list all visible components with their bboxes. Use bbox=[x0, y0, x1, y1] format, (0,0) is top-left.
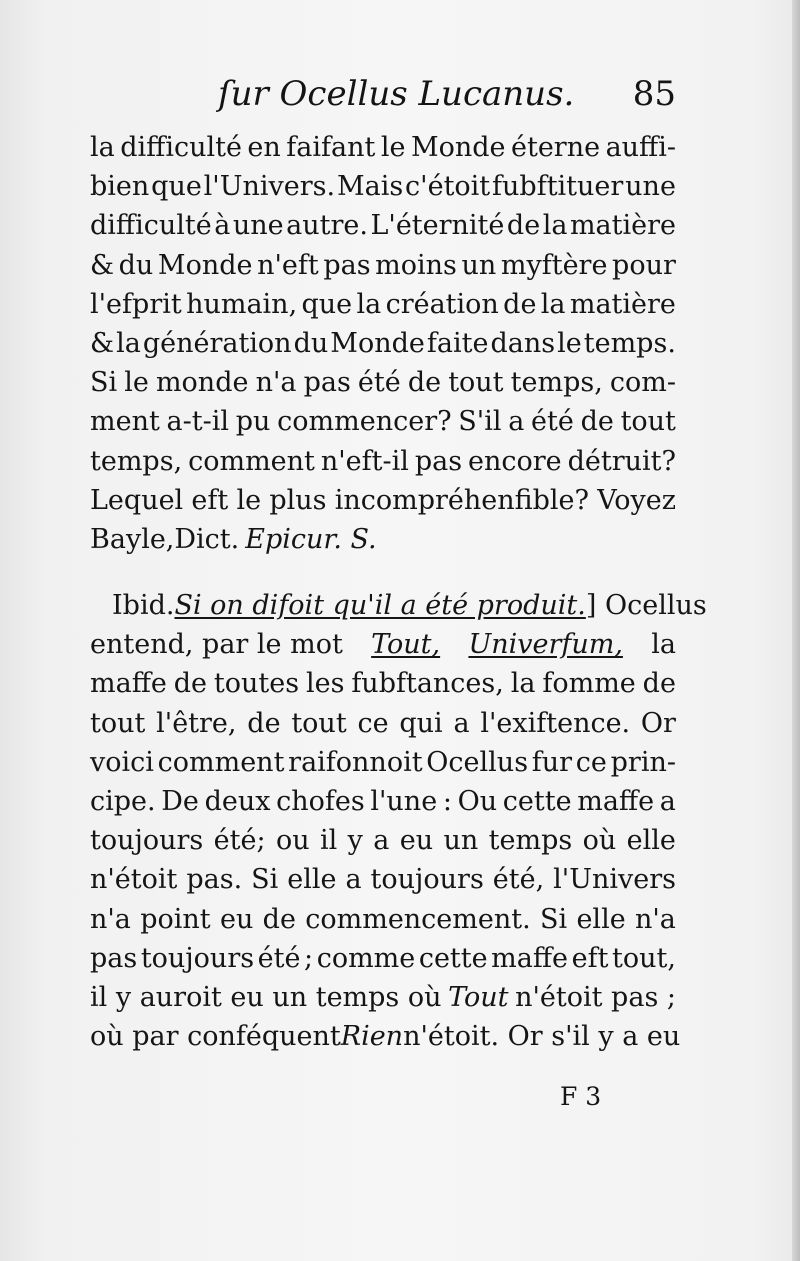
word: n'eft bbox=[257, 249, 319, 281]
word: une bbox=[625, 171, 676, 203]
word: détruit? bbox=[567, 445, 676, 477]
term-italic: Univerfum, bbox=[468, 629, 623, 661]
word: pas bbox=[90, 942, 138, 974]
word: en bbox=[247, 132, 281, 163]
word: comment bbox=[188, 445, 315, 477]
word: du bbox=[293, 327, 329, 359]
text-segment: Dict. bbox=[174, 523, 240, 555]
word: monde bbox=[155, 367, 249, 399]
running-title: ſur Ocellus Lucanus. bbox=[218, 74, 575, 114]
word: le bbox=[557, 327, 582, 359]
text-line bbox=[90, 442, 676, 481]
word: commencer? bbox=[277, 406, 452, 438]
word: de bbox=[506, 210, 541, 242]
text-line bbox=[90, 900, 676, 939]
word: la bbox=[356, 288, 382, 320]
word: eft bbox=[191, 484, 229, 516]
word: n'eft-il bbox=[320, 445, 409, 477]
word: matière bbox=[569, 210, 676, 242]
word: du bbox=[118, 249, 154, 281]
word: a bbox=[373, 825, 390, 857]
term-italic: Rien bbox=[340, 1021, 404, 1053]
word: toujours bbox=[370, 864, 484, 896]
word: dans bbox=[490, 327, 556, 359]
word: il bbox=[319, 825, 338, 857]
page-header bbox=[90, 72, 676, 124]
word: Monde bbox=[157, 249, 253, 281]
signature-mark: F 3 bbox=[560, 1082, 602, 1111]
word: ; bbox=[304, 942, 314, 974]
word: pour bbox=[612, 249, 676, 281]
term-italic: Tout, bbox=[371, 629, 441, 661]
word: pas. bbox=[186, 864, 243, 896]
word: eft bbox=[571, 942, 609, 974]
word: a-t-il bbox=[166, 406, 230, 438]
text-line bbox=[90, 285, 676, 324]
text-line bbox=[90, 782, 676, 821]
reference-italic: Epicur. S. bbox=[245, 523, 377, 555]
word: pas bbox=[414, 445, 463, 477]
word: tout, bbox=[612, 942, 676, 974]
word: n'a bbox=[635, 903, 676, 935]
word: Si bbox=[90, 367, 118, 399]
word: Lequel bbox=[90, 484, 184, 516]
word: auffi- bbox=[605, 132, 676, 163]
word: comment bbox=[157, 746, 285, 778]
word: temps, bbox=[510, 367, 603, 399]
word: faite bbox=[426, 327, 489, 359]
text-line bbox=[90, 128, 676, 167]
term-italic: Tout bbox=[448, 981, 509, 1013]
word: L'éternité bbox=[370, 210, 505, 242]
word: S'il bbox=[458, 406, 502, 438]
word: fubftances, bbox=[351, 668, 504, 700]
word: eu bbox=[399, 825, 434, 857]
text-line bbox=[90, 1017, 681, 1056]
word: l'efprit bbox=[90, 288, 182, 320]
word: l'une bbox=[370, 786, 438, 817]
paragraph-2 bbox=[90, 664, 676, 978]
word: la bbox=[510, 668, 536, 700]
word: tout bbox=[90, 707, 146, 739]
word: pas bbox=[303, 367, 351, 399]
word: point bbox=[140, 903, 211, 935]
word: commencement. bbox=[305, 903, 531, 935]
paragraph-gap bbox=[90, 559, 676, 586]
word: fubftituer bbox=[492, 171, 624, 203]
word: le bbox=[380, 132, 406, 163]
text-line bbox=[90, 821, 676, 860]
word: toutes bbox=[213, 668, 300, 700]
word: matière bbox=[569, 288, 676, 320]
word: & bbox=[90, 249, 115, 281]
word: cette bbox=[502, 786, 572, 817]
word: deux bbox=[204, 786, 271, 817]
word: temps, bbox=[90, 445, 183, 477]
text-line bbox=[90, 520, 676, 559]
word: ce bbox=[575, 746, 607, 778]
word: n'étoit bbox=[90, 864, 178, 896]
body-text bbox=[90, 128, 707, 1056]
word: l'exiftence. bbox=[480, 707, 631, 739]
text-line bbox=[90, 664, 676, 703]
word: Voyez bbox=[597, 484, 676, 516]
word: a bbox=[659, 786, 676, 817]
word: com- bbox=[609, 367, 676, 399]
text-line bbox=[90, 939, 676, 978]
word: de bbox=[503, 288, 537, 320]
text-line bbox=[90, 860, 676, 899]
text-line bbox=[90, 586, 707, 625]
word: de bbox=[580, 406, 614, 438]
word: Ou bbox=[457, 786, 498, 817]
word: De bbox=[161, 786, 199, 817]
text-line bbox=[90, 363, 676, 402]
word: la bbox=[116, 327, 141, 359]
word: prin- bbox=[610, 746, 676, 778]
word: tout bbox=[620, 406, 676, 438]
word: toujours bbox=[90, 825, 204, 857]
word: ment bbox=[90, 406, 160, 438]
word: eu bbox=[219, 903, 254, 935]
text-line bbox=[90, 978, 676, 1017]
word: génération bbox=[142, 327, 292, 359]
word: maffe bbox=[90, 668, 167, 700]
text-line bbox=[90, 625, 676, 664]
word: bien bbox=[90, 171, 150, 203]
word: de bbox=[407, 367, 442, 399]
word: elle bbox=[626, 825, 676, 857]
word: faifant bbox=[286, 132, 376, 163]
text-line bbox=[90, 246, 676, 285]
word: fur bbox=[531, 746, 573, 778]
word: été, bbox=[492, 864, 545, 896]
text-segment: où par conféquent bbox=[90, 1021, 341, 1053]
word: cette bbox=[418, 942, 488, 974]
text-line bbox=[90, 167, 676, 206]
word: temps. bbox=[583, 327, 676, 359]
text-line bbox=[90, 743, 676, 782]
text-segment: la bbox=[651, 629, 676, 661]
word: la bbox=[542, 210, 568, 242]
word: : bbox=[442, 786, 452, 817]
word: Or bbox=[640, 707, 676, 739]
word: été bbox=[531, 406, 574, 438]
word: le bbox=[236, 484, 262, 516]
word: où bbox=[582, 825, 617, 857]
word: qui bbox=[399, 707, 443, 739]
word: toujours bbox=[140, 942, 255, 974]
word: le bbox=[124, 367, 149, 399]
text-line bbox=[90, 206, 676, 245]
word: la bbox=[90, 132, 115, 163]
quoted-lemma: Si on difoit qu'il a été produit. bbox=[174, 590, 586, 622]
word: encore bbox=[468, 445, 562, 477]
word: été bbox=[257, 942, 301, 974]
word: n'a bbox=[255, 367, 297, 399]
word: de bbox=[262, 903, 296, 935]
word: un bbox=[461, 249, 497, 281]
word: ce bbox=[357, 707, 389, 739]
word: n'a bbox=[90, 903, 131, 935]
word: voici bbox=[90, 746, 154, 778]
word: incompréhenfible? bbox=[334, 484, 590, 516]
word: ou bbox=[275, 825, 310, 857]
word: Monde bbox=[330, 327, 425, 359]
word: chofes bbox=[276, 786, 365, 817]
word: été; bbox=[213, 825, 266, 857]
text-line bbox=[90, 704, 676, 743]
word: y bbox=[347, 825, 363, 857]
word: une bbox=[232, 210, 284, 242]
word: fomme bbox=[542, 668, 636, 700]
word: l'Univers bbox=[553, 864, 676, 896]
word: l'être, bbox=[156, 707, 237, 739]
word: de bbox=[642, 668, 676, 700]
word: Si bbox=[251, 864, 279, 896]
word: c'étoit bbox=[405, 171, 491, 203]
word: elle bbox=[287, 864, 337, 896]
text-segment: il y auroit eu un temps où bbox=[90, 981, 442, 1013]
word: Si bbox=[540, 903, 568, 935]
word: de bbox=[247, 707, 281, 739]
text-segment: n'étoit. Or s'il y a eu bbox=[403, 1021, 681, 1053]
word: Ocellus bbox=[426, 746, 529, 778]
word: autre. bbox=[286, 210, 368, 242]
text-line bbox=[90, 481, 676, 520]
word: de bbox=[173, 668, 208, 700]
word: tout bbox=[448, 367, 504, 399]
text-line bbox=[90, 324, 676, 363]
word: la bbox=[540, 288, 566, 320]
word: que bbox=[301, 288, 353, 320]
word: à bbox=[214, 210, 231, 242]
word: myftère bbox=[500, 249, 608, 281]
word: temps bbox=[488, 825, 573, 857]
word: pas bbox=[323, 249, 371, 281]
word: les bbox=[305, 668, 345, 700]
text-line bbox=[90, 402, 676, 441]
text-segment: ] Ocellus bbox=[585, 590, 707, 622]
word: éterne bbox=[510, 132, 601, 163]
word: maffe bbox=[577, 786, 655, 817]
word: elle bbox=[576, 903, 626, 935]
word: moins bbox=[375, 249, 457, 281]
word: a bbox=[345, 864, 362, 896]
text-segment: Ibid. bbox=[112, 590, 175, 622]
word: humain, bbox=[186, 288, 298, 320]
word: l'Univers. bbox=[203, 171, 336, 203]
word: plus bbox=[269, 484, 327, 516]
text-segment: n'étoit pas ; bbox=[515, 981, 676, 1013]
word: été bbox=[357, 367, 401, 399]
paragraph-1 bbox=[90, 128, 676, 520]
text-segment: entend, par le mot bbox=[90, 629, 343, 661]
word: pu bbox=[235, 406, 271, 438]
word: Mais bbox=[336, 171, 404, 203]
word: a bbox=[453, 707, 470, 739]
word: tout bbox=[291, 707, 347, 739]
word: raifonnoit bbox=[288, 746, 423, 778]
word: & bbox=[90, 327, 115, 359]
word: Monde bbox=[410, 132, 506, 163]
word: a bbox=[508, 406, 525, 438]
word: difficulté bbox=[90, 210, 212, 242]
word: cipe. bbox=[90, 786, 156, 817]
word: maffe bbox=[491, 942, 569, 974]
text-segment: Bayle, bbox=[90, 523, 175, 555]
word: difficulté bbox=[120, 132, 242, 163]
word: un bbox=[443, 825, 479, 857]
word: comme bbox=[316, 942, 416, 974]
page-number: 85 bbox=[632, 74, 676, 114]
word: que bbox=[151, 171, 202, 203]
word: création bbox=[385, 288, 499, 320]
